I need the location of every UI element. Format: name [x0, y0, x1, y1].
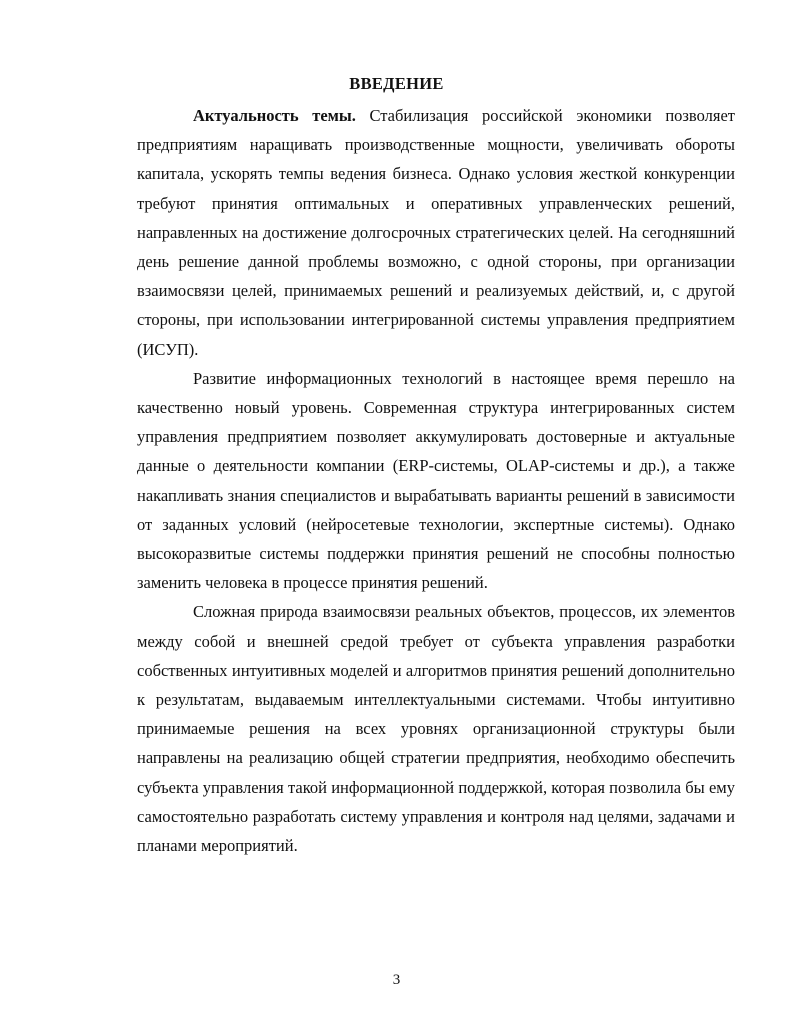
- paragraph-lead: Актуальность темы.: [193, 106, 356, 125]
- section-heading: ВВЕДЕНИЕ: [349, 74, 444, 93]
- paragraph-text: Развитие информационных технологий в настоящее время перешло на качественно новый уровень. Современная структура интегрированных систем управления предприятием позволяет аккумулировать достоверные и актуальные данные о деятельности компании (ERP-системы, OLAP-системы и др.), а также накапливать знания специалистов и вырабатывать варианты решений в зависимости от заданных условий (нейросетевые технологии, экспертные системы). Однако высокоразвитые системы поддержки принятия решений не способны полностью заменить человека в процессе принятия решений.: [137, 368, 735, 593]
- body-text: [137, 101, 735, 860]
- paragraph-relevance: [137, 101, 735, 364]
- paragraph-text: Стабилизация российской экономики позволяет предприятиям наращивать производственные мощности, увеличивать обороты капитала, ускорять темпы ведения бизнеса. Однако условия жесткой конкуренции требуют принятия оптимальных и оперативных управленческих решений, направленных на достижение долгосрочных стратегических целей. На сегодняшний день решение данной проблемы возможно, с одной стороны, при организации взаимосвязи целей, принимаемых решений и реализуемых действий, и, с другой стороны, при использовании интегрированной системы управления предприятием (ИСУП).: [137, 106, 735, 359]
- paragraph-complex-nature: [137, 597, 735, 860]
- page-number: 3: [392, 972, 401, 988]
- paragraph-text: Сложная природа взаимосвязи реальных объектов, процессов, их элементов между собой и внешней средой требует от субъекта управления разработки собственных интуитивных моделей и алгоритмов принятия решений дополнительно к результатам, выдаваемым интеллектуальными системами. Чтобы интуитивно принимаемые решения на всех уровнях организационной структуры были направлены на реализацию общей стратегии предприятия, необходимо обеспечить субъекта управления такой информационной поддержкой, которая позволила бы ему самостоятельно разработать систему управления и контроля над целями, задачами и планами мероприятий.: [137, 602, 735, 856]
- paragraph-it-development: [137, 364, 735, 598]
